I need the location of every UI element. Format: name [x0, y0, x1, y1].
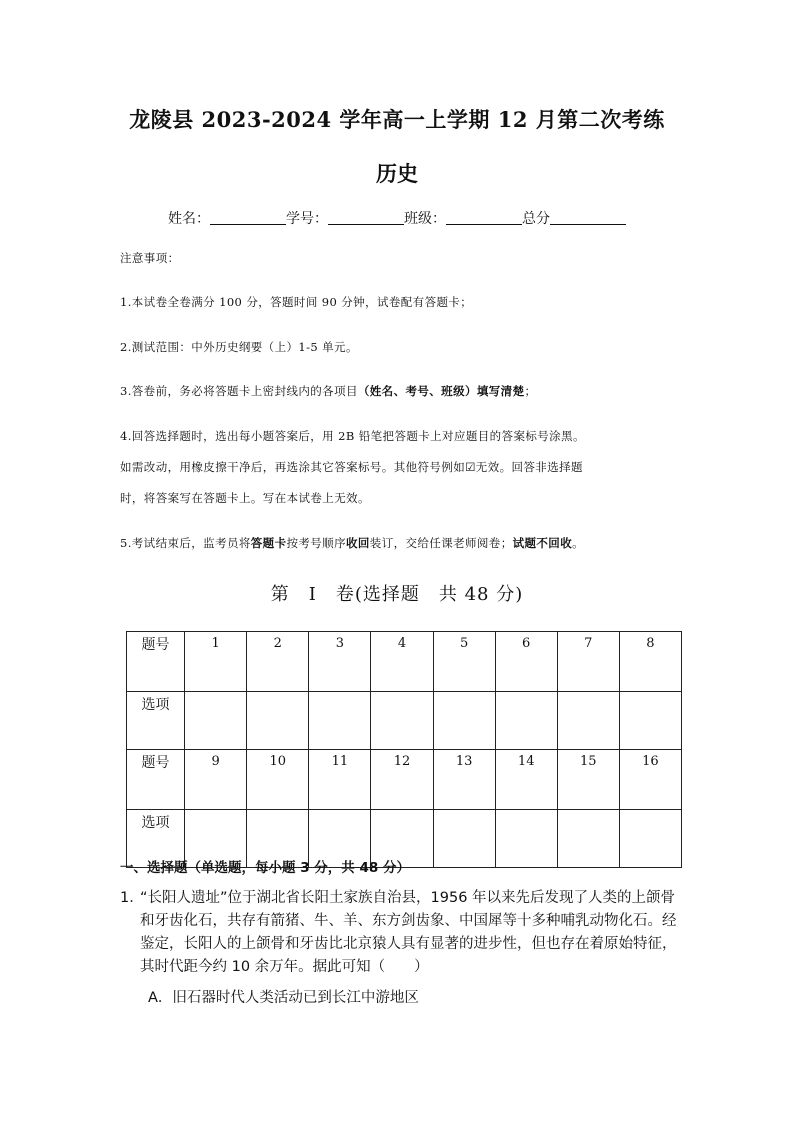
answer-cell[interactable] [247, 692, 309, 750]
grid-number: 11 [309, 750, 371, 810]
answer-cell[interactable] [495, 692, 557, 750]
answer-cell[interactable] [433, 810, 495, 868]
option-a[interactable]: A．旧石器时代人类活动已到长江中游地区 [148, 990, 419, 1006]
row-label-option: 选项 [127, 692, 185, 750]
grid-number: 13 [433, 750, 495, 810]
answer-cell[interactable] [433, 692, 495, 750]
grid-number: 16 [619, 750, 681, 810]
question-number: 1． [120, 890, 144, 906]
score-label: 总分 [522, 211, 550, 227]
notice-heading: 注意事项： [120, 251, 180, 265]
grid-row-numbers-2 [127, 750, 682, 810]
grid-row-options-1 [127, 692, 682, 750]
notice-item-5-d: 收回 [345, 536, 370, 550]
answer-cell[interactable] [619, 810, 681, 868]
exam-title: 龙陵县 2023-2024 学年高一上学期 12 月第二次考练 [129, 107, 665, 132]
grid-number: 14 [495, 750, 557, 810]
student-info-line [168, 208, 626, 228]
notice-item-5-g: 。 [572, 536, 585, 550]
answer-grid [126, 631, 682, 868]
score-blank[interactable] [550, 210, 626, 225]
answer-cell[interactable] [185, 692, 247, 750]
grid-number: 2 [247, 632, 309, 692]
part-one-title: 一、选择题（单选题，每小题 3 分，共 48 分） [120, 860, 410, 876]
notice-item-3-text: 3.答卷前，务必将答题卡上密封线内的各项目 [120, 384, 358, 398]
notice-item-5-b: 答题卡 [250, 536, 287, 550]
name-label: 姓名： [168, 211, 210, 227]
answer-cell[interactable] [309, 692, 371, 750]
row-label-option: 选项 [127, 810, 185, 868]
answer-cell[interactable] [557, 692, 619, 750]
grid-number: 9 [185, 750, 247, 810]
notice-item-5 [120, 535, 584, 551]
notice-item-1: 1.本试卷全卷满分 100 分，答题时间 90 分钟，试卷配有答题卡； [120, 295, 473, 309]
notice-item-5-f: 试题不回收 [512, 536, 573, 550]
notice-item-5-c: 按考号顺序 [286, 536, 346, 550]
grid-number: 12 [371, 750, 433, 810]
answer-cell[interactable] [557, 810, 619, 868]
grid-number: 15 [557, 750, 619, 810]
grid-number: 7 [557, 632, 619, 692]
answer-cell[interactable] [619, 692, 681, 750]
notice-item-2: 2.测试范围：中外历史纲要（上）1-5 单元。 [120, 340, 358, 354]
grid-number: 5 [433, 632, 495, 692]
notice-item-4-line2: 如需改动，用橡皮擦干净后，再选涂其它答案标号。其他符号例如☑无效。回答非选择题 [120, 460, 583, 474]
answer-cell[interactable] [495, 810, 557, 868]
notice-item-3-end: ； [524, 384, 537, 398]
grid-number: 1 [185, 632, 247, 692]
question-1 [120, 887, 680, 979]
notice-item-3-bold: （姓名、考号、班级）填写清楚 [357, 384, 525, 398]
grid-number: 10 [247, 750, 309, 810]
grid-number: 8 [619, 632, 681, 692]
notice-item-5-a: 5.考试结束后，监考员将 [120, 536, 251, 550]
notice-item-4-line3: 时，将答案写在答题卡上。写在本试卷上无效。 [120, 491, 370, 505]
notice-item-3 [120, 383, 536, 399]
id-label: 学号： [286, 211, 328, 227]
grid-number: 4 [371, 632, 433, 692]
answer-cell[interactable] [371, 692, 433, 750]
class-label: 班级： [404, 211, 446, 227]
id-blank[interactable] [328, 210, 404, 225]
row-label-number: 题号 [127, 632, 185, 692]
notice-item-4-line1: 4.回答选择题时，选出每小题答案后，用 2B 铅笔把答题卡上对应题目的答案标号涂黑。 [120, 429, 585, 443]
grid-number: 6 [495, 632, 557, 692]
grid-number: 3 [309, 632, 371, 692]
question-text: “长阳人遗址”位于湖北省长阳土家族自治县，1956 年以来先后发现了人类的上颌骨和牙齿化石，共存有箭猪、牛、羊、东方剑齿象、中国犀等十多种哺乳动物化石。经鉴定，长阳人的上颌骨和牙齿比北京猿人具有显著的进步性，但也存在着原始特征，其时代距今约 10 余万年。据此可知（ ） [140, 890, 677, 975]
class-blank[interactable] [446, 210, 522, 225]
name-blank[interactable] [210, 210, 286, 225]
grid-row-numbers-1 [127, 632, 682, 692]
notice-item-5-e: 装订，交给任课老师阅卷； [369, 536, 513, 550]
section-title: 第 Ⅰ 卷(选择题 共 48 分) [270, 584, 524, 605]
subject-title: 历史 [376, 161, 418, 186]
row-label-number: 题号 [127, 750, 185, 810]
